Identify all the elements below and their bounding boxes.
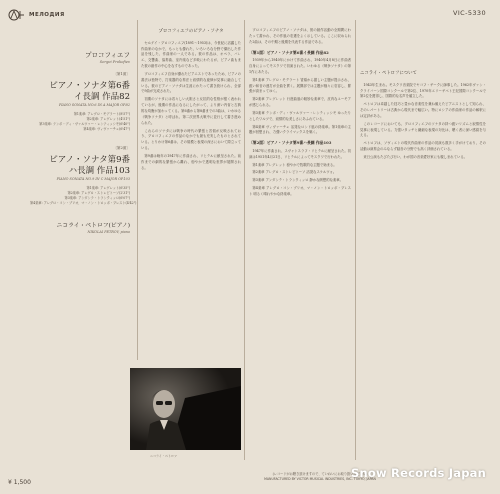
movement-item: 第1楽章: アレグロ・モデラート(8'57") [73,112,130,117]
liner-notes-column-3 [360,70,486,163]
paragraph: このレコードにおいても、プロコフィエフのソナタの持つ鋭いリズムと叙情性を見事に表現している。力強いタッチと繊細な表現の対比は、聴く者に深い感銘を与える。 [360,121,486,138]
side-a-label: 〔第1面〕 [113,72,130,76]
paragraph: 1947年に作曲され、スヴャトスラフ・リヒテルに献呈された。初演は1951年4月21日、リヒテルによってモスクワで行われた。 [249,148,352,159]
liner-notes-column-1 [141,28,241,173]
paragraph: 第2楽章 アレグロ・ストレピトーソ 活発なスケルツォ。 [252,170,337,175]
paragraph: 来日公演もたびたび行い、わが国の音楽愛好家にも親しまれている。 [363,154,468,159]
label-logo [8,9,65,21]
paragraph: 第1楽章 アレグレット 穏やかで牧歌的な主題で始まる。 [252,162,337,167]
movement-item: 第3楽章: アンダンテ・トランクィッロ(6'07") [64,196,130,201]
movement-item: 第2楽章: アレグロ・ストレピトーソ(2'31") [67,191,130,196]
paragraph: プロコフィエフ自身が優れたピアニストであったため、ピアノの書法は独特で、打楽器的な奏法と叙情的な旋律が見事に融合している。彼のピアノ・ソナタは生涯にわたって書き続けられ、全部で9曲が完成された。 [141,71,241,94]
work1-subtitle: PIANO SONATA NO.6 IN A MAJOR OP.82 [58,103,130,108]
movement-item: 第2楽章: アレグレット(4'51") [86,117,130,122]
work2-title-line1: ピアノ・ソナタ第9番 [49,155,130,166]
pianist-name-en: NIKOLAI PETROV, piano [87,230,130,235]
catalog-number: VIC-5330 [453,9,486,17]
section-heading: 〔第2面〕ピアノ・ソナタ第9番ハ長調 作品103 [249,140,332,146]
paragraph: セルゲイ・プロコフィエフ(1891〜1953)は、今世紀に活躍した作曲家のなかで、もっとも優れた、いろいろな分野で傑出した作品を残した、作曲家の一人である。彼の作品は、オペラ、バレエ、交響曲、協奏曲、室内楽など多岐にわたるが、ピアノ曲もまた彼の創作の中心をなすものであった。 [141,40,241,69]
paragraph: 1939年から1940年にかけて作曲され、1940年4月8日に作曲者自身によってモスクワで初演された。いわゆる《戦争ソナタ》の第1作にあたる。 [249,58,351,74]
pianist-photo [130,368,241,450]
liner-notes-column-2 [249,28,351,200]
paragraph: 第4楽章 ヴィヴァーチェ 活発なロンド風の終楽章。第1楽章の主題が回想され、力強いクライマックスを築く。 [249,124,351,135]
paragraph: プロコフィエフのピアノ・ソナタは、彼の創作活動の全期間にわたって書かれ、その作風の変遷をよく示している。ここに収められた2曲は、その中期と後期を代表する作品である。 [249,28,351,44]
work2-title [30,155,130,176]
label-name: МЕЛОДИЯ [29,12,65,18]
melodiya-logo-icon [8,9,26,21]
paragraph: 初期のソナタには若々しい大胆さと反抗的な性格が強く表われているが、後期の作品になるにしたがって、より深い内省と古典的な均衡が加わってくる。第6番から第8番までの3曲は、いわゆる《戦争ソナタ》と呼ばれ、第二次世界大戦中に並行して書き進められた。 [141,97,241,125]
paragraph: 第4楽章 アレグロ・コン・ブリオ、マ・ノン・トロッポ・プレスト 明るく晴れやかな終楽章。 [249,186,351,196]
movement-item: 第4楽章: アレグロ・コン・ブリオ、マ・ノン・トロッポ・プレスト(4'42") [30,201,137,206]
paragraph: ペトロフは、ソヴィエトの現代作曲家の作品の初演も数多く手がけており、その活動は演奏会のみならず録音の分野でも高く評価されている。 [360,141,486,152]
title-block [30,50,137,235]
column-divider [137,20,138,360]
work1-title-line1: ピアノ・ソナタ第6番 [49,81,130,91]
paragraph: これらのソナタには戦争の時代の緊張と苦悩が反映されており、プロコフィエフの作品のなかでも最も充実したものとされている。とりわけ第6番は、その規模と表現の深さにおいて際立っている。 [141,128,241,151]
paragraph: 第3楽章 アンダンテ・トランクィッロ 静かな瞑想的な楽章。 [252,178,343,183]
paragraph: 第2楽章 アレグレット 行進曲風の軽妙な楽章で、皮肉なユーモアが感じられる。 [249,97,351,108]
section-heading: 〔第1面〕ピアノ・ソナタ第6番イ長調 作品82 [249,49,329,55]
column-divider [355,20,356,460]
work2-title-line2: ハ長調 作品103 [68,165,130,176]
column-heading: プロコフィエフのピアノ・ソナタ [158,29,224,34]
composer-name-en: Sergei Prokofiev [99,60,130,64]
paragraph: ペトロフは卓越した技巧と豊かな音楽性を兼ね備えたピアニストとして知られ、そのレパートリーは古典から現代まで幅広い。特にロシアの作曲家の作品の解釈には定評がある。 [360,102,486,118]
price-label: ¥ 1,500 [8,479,31,486]
paragraph: 第1楽章 アレグロ・モデラート 冒頭から激しい主題が提示され、鋭い和音の連打が全曲を貫く。展開部では主題が様々に変容し、緊張が高まってゆく。 [249,77,351,94]
movement-item: 第4楽章: ヴィヴァーチェ(6'47") [83,127,130,132]
movement-item: 第1楽章: アレグレット(6'35") [86,186,130,191]
work2-movement-list [30,186,137,206]
side-b-label: 〔第2面〕 [113,146,130,151]
manufacturer-line: MANUFACTURED BY VICTOR MUSICAL INDUSTRIES, INC. TOKYO, JAPAN [264,476,376,481]
photo-caption: ニコライ・ペトロフ [150,454,177,458]
work1-title [30,81,130,102]
work2-subtitle: PIANO SONATA NO.9 IN C MAJOR OP.103 [56,177,130,182]
movement-item: 第3楽章: テンポ・ディ・ヴァルツァー・レンティッシモ(6'40") [39,122,130,127]
handling-notice: (レコードがお聴き頂けますので、ていねいにお取り扱いください) [272,472,368,476]
paragraph: 1943年生まれ。モスクワ音楽院でヤコフ・ザークに師事した。1962年ヴァン・クライバーン国際コンクールで第2位、1970年エリーザベト王妃国際コンクールで第2位を獲得し、国際的な名声を確立した。 [360,82,486,99]
paragraph: 第3楽章 テンポ・ディ・ヴァルツァー・レンティッシモ ゆったりとしたワルツで、叙情的な美しさにあふれている。 [249,110,351,121]
column-divider [244,20,245,460]
column-heading: ニコライ・ペトロフについて [360,71,417,76]
composer-name: プロコフィエフ [85,51,130,59]
work1-movement-list [30,112,130,132]
work1-title-line2: イ長調 作品82 [73,91,130,102]
paragraph: 第9番は晩年の1947年に作曲され、リヒテルに献呈された。前作までの劇的な緊張から離れ、穏やかで透明な世界が展開される。 [141,153,241,170]
pianist-name: ニコライ・ペトロフ(ピアノ) [56,223,130,230]
watermark-text: Snow Records Japan [351,466,486,480]
